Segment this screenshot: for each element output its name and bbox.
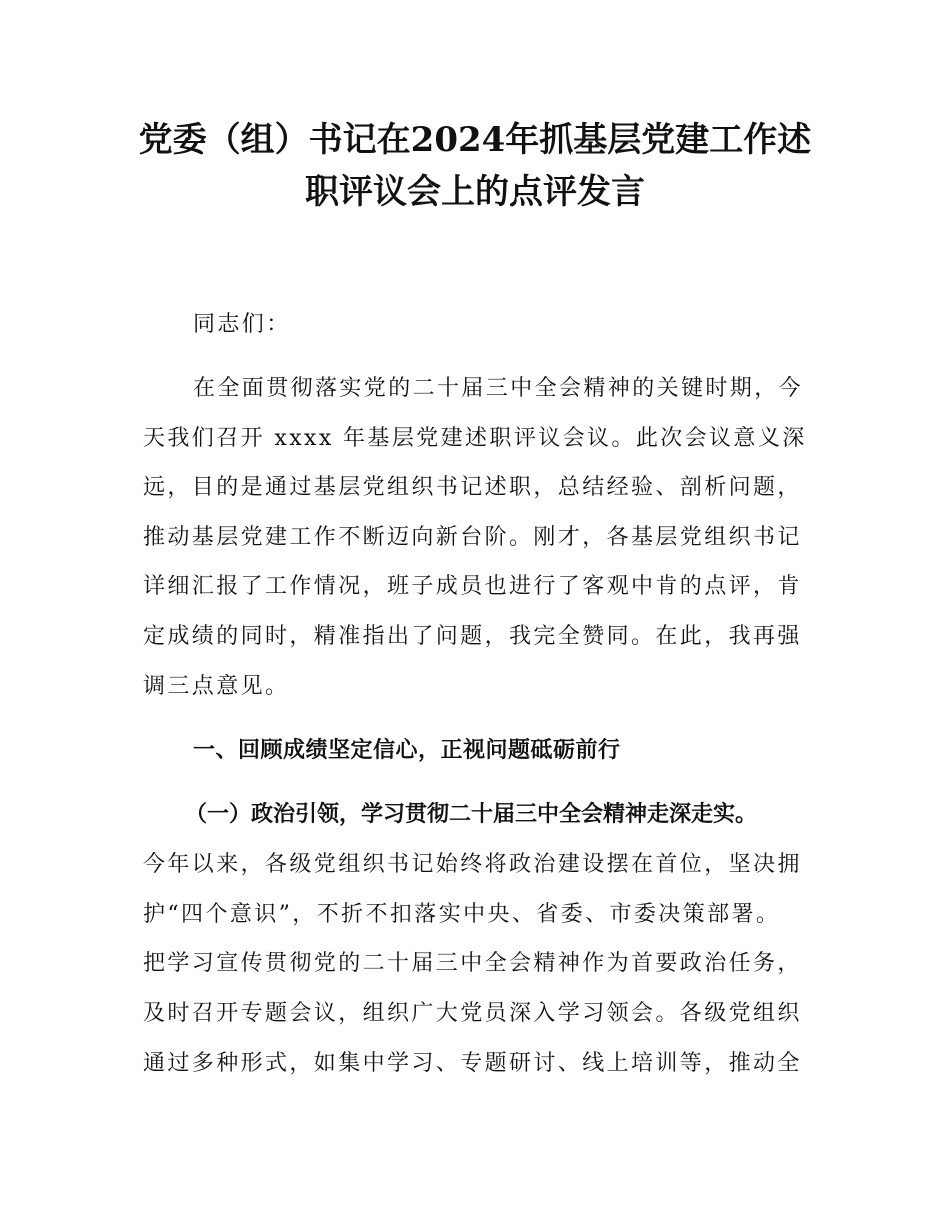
document-title-line-1: 党委（组）书记在2024年抓基层党建工作述 [138,120,812,160]
body-line: 把学习宣传贯彻党的二十届三中全会精神作为首要政治任务， [143,951,802,976]
intro-line: 推动基层党建工作不断迈向新台阶。刚才，各基层党组织书记 [143,525,802,550]
intro-line: 远，目的是通过基层党组织书记述职，总结经验、剖析问题， [143,475,802,500]
intro-line: 详细汇报了工作情况，班子成员也进行了客观中肯的点评，肯 [143,574,802,599]
intro-line: 在全面贯彻落实党的二十届三中全会精神的关键时期，今 [193,376,804,401]
intro-line: 天我们召开 xxxx 年基层党建述职评议会议。此次会议意义深 [143,426,807,451]
section-heading: 一、回顾成绩坚定信心，正视问题砥砺前行 [193,738,621,763]
intro-line: 调三点意见。 [143,674,290,699]
intro-line: 定成绩的同时，精准指出了问题，我完全赞同。在此，我再强 [143,624,802,649]
body-line: 通过多种形式，如集中学习、专题研讨、线上培训等，推动全 [143,1051,802,1076]
salutation: 同志们： [193,312,291,337]
body-line: 今年以来，各级党组织书记始终将政治建设摆在首位，坚决拥 [143,852,802,877]
body-line: 及时召开专题会议，组织广大党员深入学习领会。各级党组织 [143,1001,802,1026]
document-title-line-2: 职评议会上的点评发言 [305,172,645,212]
subsection-heading: （一）政治引领，学习贯彻二十届三中全会精神走深走实。 [185,802,758,827]
body-line: 护“四个意识”，不折不扣落实中央、省委、市委决策部署。 [143,902,781,927]
